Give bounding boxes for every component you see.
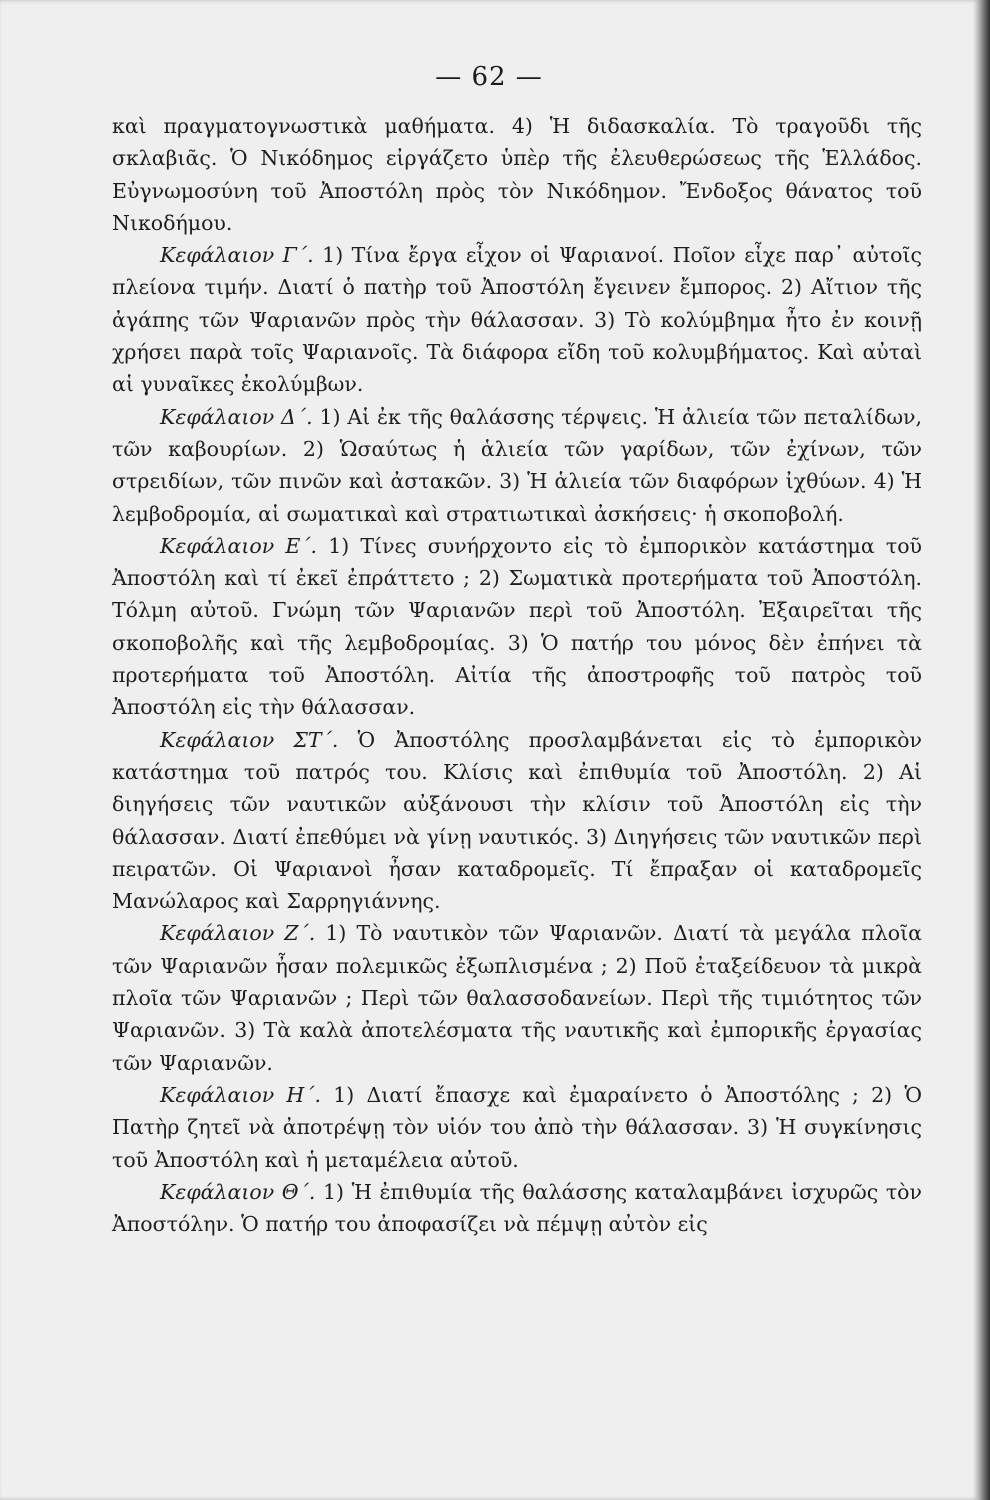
paragraph-chapter-epsilon	[112, 530, 922, 724]
chapter-heading: Κεφάλαιον Η΄.	[160, 1082, 322, 1107]
paragraph-text: Ὁ Ἀποστόλης προσλαμβάνεται εἰς τὸ ἐμπορικὸν κατάστημα τοῦ πατρός του. Κλίσις καὶ ἐπιθυμία τοῦ Ἀποστόλη. 2) Αἱ διηγήσεις τῶν ναυτικῶν αὐξάνουσι τὴν κλίσιν τοῦ Ἀποστόλη εἰς τὴν θάλασσαν. Διατί ἐπεθύμει νὰ γίνῃ ναυτικός. 3) Διηγήσεις τῶν ναυτικῶν περὶ πειρατῶν. Οἱ Ψαριανοὶ ἦσαν καταδρομεῖς. Τί ἔπραξαν οἱ καταδρομεῖς Μανώλαρος καὶ Σαρρηγιάννης.	[112, 727, 922, 914]
page-number: — 62 —	[435, 62, 543, 92]
paragraph-chapter-gamma	[112, 239, 922, 400]
paragraph-chapter-zeta	[112, 917, 922, 1078]
paragraph-text: 1) Τίνες συνήρχοντο εἰς τὸ ἐμπορικὸν κατάστημα τοῦ Ἀποστόλη καὶ τί ἐκεῖ ἐπράττετο ; 2) Σωματικὰ προτερήματα τοῦ Ἀποστόλη. Τόλμη αὐτοῦ. Γνώμη τῶν Ψαριανῶν περὶ τοῦ Ἀποστόλη. Ἐξαιρεῖται τῆς σκοποβολῆς καὶ τῆς λεμβοδρομίας. 3) Ὁ πατήρ του μόνος δὲν ἐπήνει τὰ προτερήματα τοῦ Ἀποστόλη. Αἰτία τῆς ἀποστροφῆς τοῦ πατρὸς τοῦ Ἀποστόλη εἰς τὴν θάλασσαν.	[112, 533, 922, 720]
chapter-heading: Κεφάλαιον Γ΄.	[160, 243, 314, 268]
paragraph-text: 1) Αἱ ἐκ τῆς θαλάσσης τέρψεις. Ἡ ἁλιεία τῶν πεταλίδων, τῶν καβουρίων. 2) Ὡσαύτως ἡ ἁλιεία τῶν γαρίδων, τῶν ἐχίνων, τῶν στρειδίων, τῶν πινῶν καὶ ἀστακῶν. 3) Ἡ ἁλιεία τῶν διαφόρων ἰχθύων. 4) Ἡ λεμβοδρομία, αἱ σωματικαὶ καὶ στρατιωτικαὶ ἀσκήσεις· ἡ σκοποβολή.	[112, 404, 923, 526]
chapter-heading: Κεφάλαιον Θ΄.	[160, 1179, 316, 1204]
page-edge-shadow	[978, 0, 990, 1500]
paragraph-intro	[112, 110, 922, 239]
chapter-heading: Κεφάλαιον Ε΄.	[160, 533, 318, 558]
chapter-heading: Κεφάλαιον Δ΄.	[160, 404, 313, 429]
paragraph-text: 1) Διατί ἔπασχε καὶ ἐμαραίνετο ὁ Ἀποστόλης ; 2) Ὁ Πατὴρ ζητεῖ νὰ ἀποτρέψῃ τὸν υἱόν του ἀπὸ τὴν θάλασσαν. 3) Ἡ συγκίνησις τοῦ Ἀποστόλη καὶ ἡ μεταμέλεια αὐτοῦ.	[112, 1082, 922, 1172]
paragraph-chapter-stigma	[112, 724, 922, 918]
page-text	[112, 110, 922, 1240]
paragraph-chapter-theta	[112, 1176, 922, 1241]
chapter-heading: Κεφάλαιον ΣΤ΄.	[160, 727, 339, 752]
paragraph-text: 1) Τὸ ναυτικὸν τῶν Ψαριανῶν. Διατί τὰ μεγάλα πλοῖα τῶν Ψαριανῶν ἦσαν πολεμικῶς ἐξωπλισμένα ; 2) Ποῦ ἐταξείδευον τὰ μικρὰ πλοῖα τῶν Ψαριανῶν ; Περὶ τῶν θαλασσοδανείων. Περὶ τῆς τιμιότητος τῶν Ψαριανῶν. 3) Τὰ καλὰ ἀποτελέσματα τῆς ναυτικῆς καὶ ἐμπορικῆς ἐργασίας τῶν Ψαριανῶν.	[112, 921, 922, 1075]
paragraph-text: καὶ πραγματογνωστικὰ μαθήματα. 4) Ἡ διδασκαλία. Τὸ τραγοῦδι τῆς σκλαβιᾶς. Ὁ Νικόδημος εἰργάζετο ὑπὲρ τῆς ἐλευθερώσεως τῆς Ἑλλάδος. Εὐγνωμοσύνη τοῦ Ἀποστόλη πρὸς τὸν Νικόδημον. Ἔνδοξος θάνατος τοῦ Νικοδήμου.	[112, 114, 922, 235]
chapter-heading: Κεφάλαιον Ζ΄.	[160, 921, 316, 946]
paragraph-chapter-eta	[112, 1079, 922, 1176]
paragraph-chapter-delta	[112, 401, 922, 530]
paragraph-text: 1) Ἡ ἐπιθυμία τῆς θαλάσσης καταλαμβάνει ἰσχυρῶς τὸν Ἀποστόλην. Ὁ πατήρ του ἀποφασίζει νὰ πέμψῃ αὐτὸν εἰς	[112, 1179, 922, 1237]
paragraph-text: 1) Τίνα ἔργα εἶχον οἱ Ψαριανοί. Ποῖον εἶχε παρ᾽ αὐτοῖς πλείονα τιμήν. Διατί ὁ πατὴρ τοῦ Ἀποστόλη ἔγεινεν ἔμπορος. 2) Αἴτιον τῆς ἀγάπης τῶν Ψαριανῶν πρὸς τὴν θάλασσαν. 3) Τὸ κολύμβημα ἦτο ἐν κοινῇ χρήσει παρὰ τοῖς Ψαριανοῖς. Τὰ διάφορα εἴδη τοῦ κολυμβήματος. Καὶ αὐταὶ αἱ γυναῖκες ἐκολύμβων.	[112, 243, 922, 397]
